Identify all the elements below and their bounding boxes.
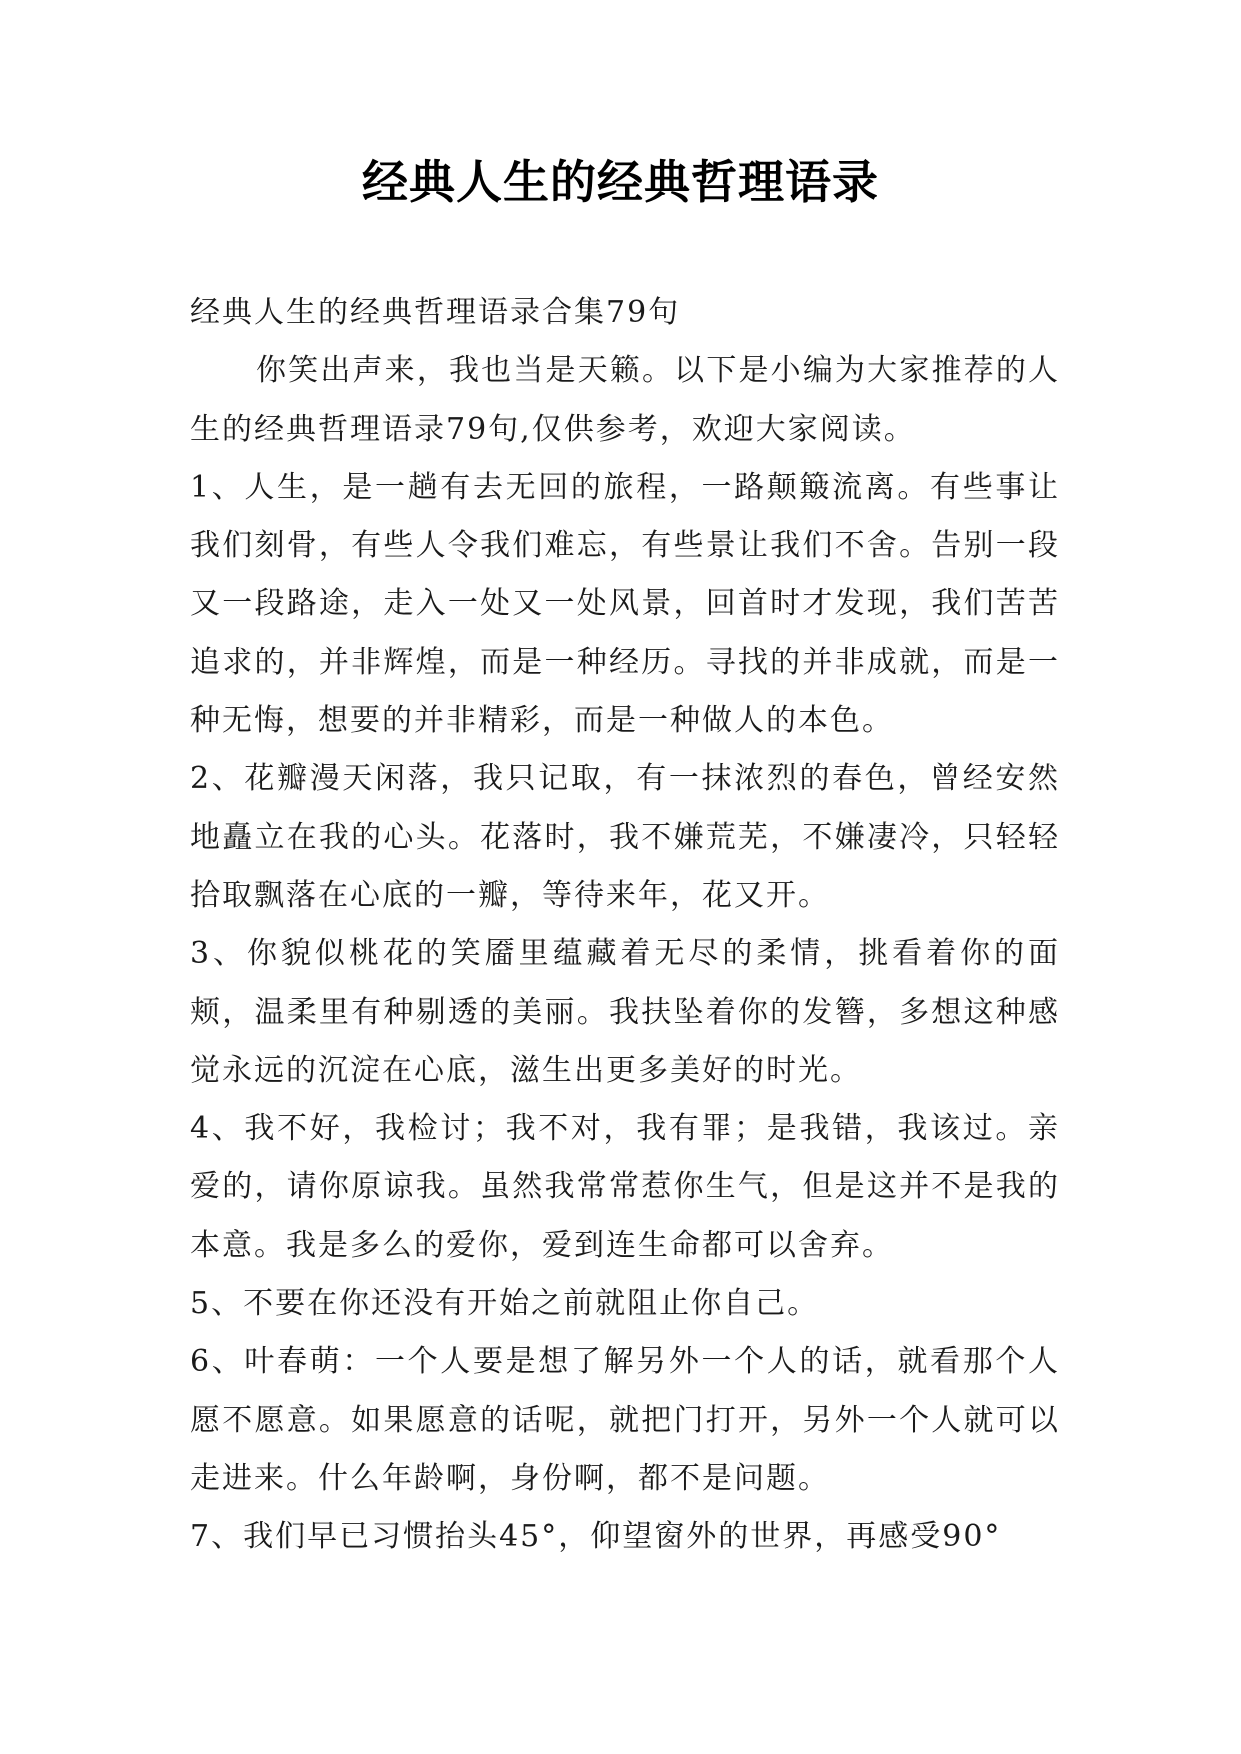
document-body [190, 284, 1060, 1567]
quote-paragraph-2: 2、花瓣漫天闲落，我只记取，有一抹浓烈的春色，曾经安然地矗立在我的心头。花落时，我不嫌荒芜，不嫌凄冷，只轻轻拾取飘落在心底的一瓣，等待来年，花又开。 [190, 761, 1060, 913]
quote-paragraph-6: 6、叶春萌：一个人要是想了解另外一个人的话，就看那个人愿不愿意。如果愿意的话呢，就把门打开，另外一个人就可以走进来。什么年龄啊，身份啊，都不是问题。 [190, 1344, 1060, 1496]
intro-paragraph: 你笑出声来，我也当是天籁。以下是小编为大家推荐的人生的经典哲理语录79句,仅供参考，欢迎大家阅读。 [190, 353, 1060, 447]
quote-paragraph-5: 5、不要在你还没有开始之前就阻止你自己。 [190, 1286, 820, 1322]
quote-paragraph-7: 7、我们早已习惯抬头45°，仰望窗外的世界，再感受90° [190, 1519, 1002, 1555]
document-subtitle: 经典人生的经典哲理语录合集79句 [190, 295, 681, 330]
document-title: 经典人生的经典哲理语录 [362, 155, 879, 209]
quote-paragraph-4: 4、我不好，我检讨；我不对，我有罪；是我错，我该过。亲爱的，请你原谅我。虽然我常常惹你生气，但是这并不是我的本意。我是多么的爱你，爱到连生命都可以舍弃。 [190, 1111, 1060, 1263]
quote-paragraph-3: 3、你貌似桃花的笑靥里蕴藏着无尽的柔情，挑看着你的面颊，温柔里有种剔透的美丽。我扶坠着你的发簪，多想这种感觉永远的沉淀在心底，滋生出更多美好的时光。 [190, 936, 1060, 1088]
quote-paragraph-1: 1、人生，是一趟有去无回的旅程，一路颠簸流离。有些事让我们刻骨，有些人令我们难忘，有些景让我们不舍。告别一段又一段路途，走入一处又一处风景，回首时才发现，我们苦苦追求的，并非辉煌，而是一种经历。寻找的并非成就，而是一种无悔，想要的并非精彩，而是一种做人的本色。 [190, 469, 1060, 739]
